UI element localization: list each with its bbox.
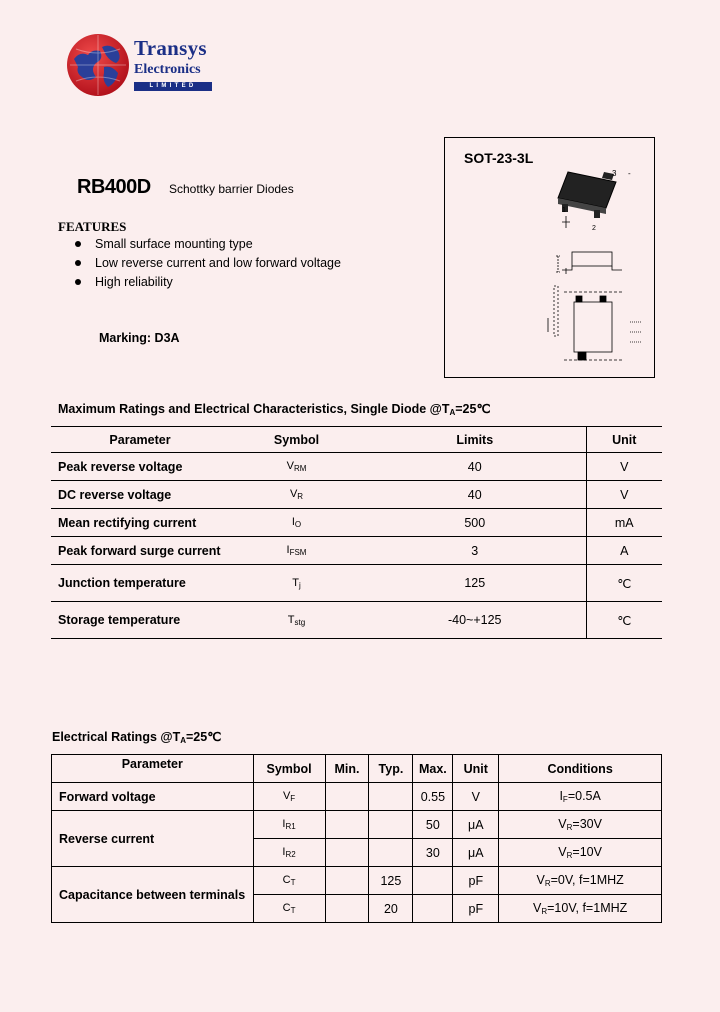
package-outline-drawing bbox=[520, 160, 650, 370]
header-parameter: Parameter bbox=[52, 755, 254, 783]
header-unit: Unit bbox=[453, 755, 499, 783]
table-row: $I_{R2}$ 30 μA $V_R=10V$ bbox=[52, 839, 662, 867]
package-top-view bbox=[548, 286, 642, 360]
company-name: Transys bbox=[134, 36, 207, 60]
electrical-ratings-title: Electrical Ratings $@T_A=25℃$ bbox=[52, 730, 222, 745]
table-row: Capacitance between terminals $C_T$ 125 pF $V_R=0V$, f=1MHZ bbox=[52, 867, 662, 895]
svg-text:1: 1 bbox=[562, 207, 566, 214]
part-number: RB400D bbox=[77, 176, 151, 198]
marking-code: Marking: D3A bbox=[99, 331, 180, 345]
feature-item: Small surface mounting type bbox=[75, 237, 253, 251]
company-subtitle: Electronics bbox=[134, 62, 201, 77]
package-title: SOT-23-3L bbox=[464, 150, 534, 166]
header-limits: Limits bbox=[364, 427, 586, 453]
bullet-icon bbox=[75, 241, 81, 247]
svg-text:2: 2 bbox=[592, 225, 596, 232]
electrical-ratings-table bbox=[51, 754, 662, 923]
table-row: Junction temperature $T_j$ 125 ℃ bbox=[51, 565, 662, 602]
svg-text:-: - bbox=[628, 169, 631, 178]
max-ratings-table bbox=[51, 426, 662, 639]
table-row: Storage temperature $T_{stg}$ -40~+125 ℃ bbox=[51, 602, 662, 639]
table-row: Mean rectifying current $I_O$ 500 mA bbox=[51, 509, 662, 537]
table-row: $C_T$ 20 pF $V_R=10V$, f=1MHZ bbox=[52, 895, 662, 923]
header-symbol: Symbol bbox=[253, 755, 325, 783]
header-min: Min. bbox=[325, 755, 369, 783]
header-typ: Typ. bbox=[369, 755, 413, 783]
company-limited-bar: LIMITED bbox=[134, 82, 212, 91]
table-row: Peak forward surge current $I_{FSM}$ 3 A bbox=[51, 537, 662, 565]
header-parameter: Parameter bbox=[109, 432, 171, 447]
header-conditions: Conditions bbox=[499, 755, 662, 783]
table-row: Peak reverse voltage $V_{RM}$ 40 V bbox=[51, 453, 662, 481]
globe-logo-icon bbox=[66, 33, 130, 97]
features-heading: FEATURES bbox=[58, 219, 127, 234]
bullet-icon bbox=[75, 279, 81, 285]
svg-text:3: 3 bbox=[612, 169, 617, 178]
package-side-view bbox=[556, 252, 622, 274]
max-ratings-title: Maximum Ratings and Electrical Characteristics, Single Diode $@T_A=25℃$ bbox=[58, 402, 491, 417]
header-symbol: Symbol bbox=[273, 432, 320, 447]
package-3d-view bbox=[558, 169, 631, 232]
bullet-icon bbox=[75, 260, 81, 266]
header-unit: Unit bbox=[612, 432, 637, 447]
feature-item: High reliability bbox=[75, 275, 173, 289]
table-row: Forward voltage $V_F$ 0.55 V $I_F=0.5A$ bbox=[52, 783, 662, 811]
part-description: Schottky barrier Diodes bbox=[169, 182, 294, 196]
header-max: Max. bbox=[413, 755, 453, 783]
table-row: Reverse current $I_{R1}$ 50 μA $V_R=30V$ bbox=[52, 811, 662, 839]
table-row: DC reverse voltage $V_R$ 40 V bbox=[51, 481, 662, 509]
feature-item: Low reverse current and low forward voltage bbox=[75, 256, 341, 270]
